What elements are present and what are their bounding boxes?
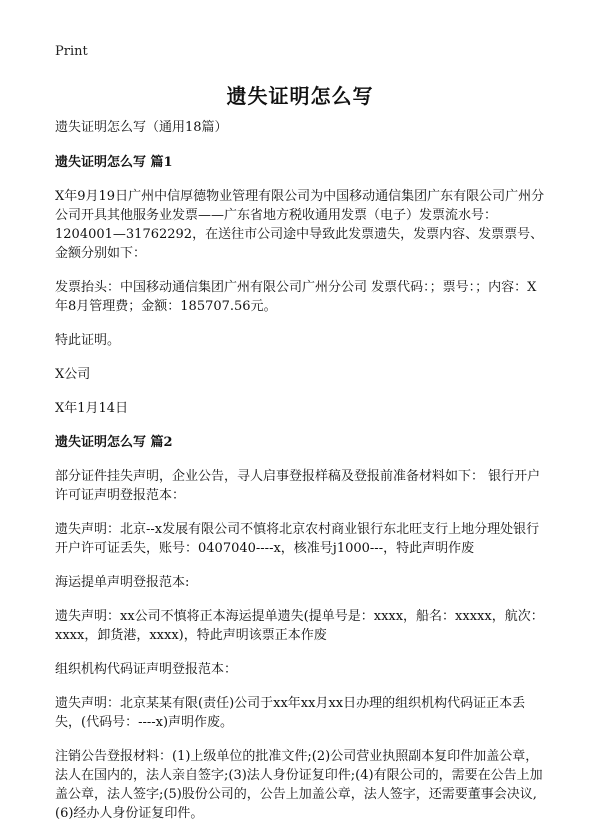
section-2-paragraph: 海运提单声明登报范本:: [55, 575, 190, 590]
section-2-paragraph: 注销公告登报材料：(1)上级单位的批准文件;(2)公司营业执照副本复印件加盖公章，法人在国内的，法人亲自签字;(3)法人身份证复印件;(4)有限公司的，需要在公告上加盖公章，法人签字;(5)股份公司的，公告上加盖公章，法人签字，还需要董事会决议,(6)经办人身份证复印件。: [55, 749, 543, 821]
section-2-paragraph: 遗失声明：北京--x发展有限公司不慎将北京农村商业银行东北旺支行上地分理处银行开户许可证丢失，账号：0407040----x，核准号j1000---，特此声明作废: [55, 522, 540, 556]
section-1-paragraph: X年9月19日广州中信厚德物业管理有限公司为中国移动通信集团广东有限公司广州分公司开具其他服务业发票——广东省地方税收通用发票（电子）发票流水号：1204001—31762292，在送往市公司途中导致此发票遗失，发票内容、发票票号、金额分别如下：: [55, 189, 545, 261]
section-2-paragraph: 部分证件挂失声明，企业公告，寻人启事登报样稿及登报前准备材料如下： 银行开户许可证声明登报范本：: [55, 469, 541, 503]
section-heading-1: 遗失证明怎么写 篇1: [55, 155, 173, 170]
section-2-paragraph: 组织机构代码证声明登报范本：: [55, 662, 238, 677]
document-subtitle: 遗失证明怎么写（通用18篇）: [55, 120, 228, 135]
section-1-paragraph: 特此证明。: [55, 333, 121, 348]
print-link[interactable]: Print: [55, 44, 88, 59]
page-title: 遗失证明怎么写: [226, 84, 374, 108]
section-heading-2: 遗失证明怎么写 篇2: [55, 435, 173, 450]
section-1-paragraph: X公司: [55, 367, 91, 382]
section-1-paragraph: X年1月14日: [55, 401, 129, 416]
section-1-paragraph: 发票抬头：中国移动通信集团广州有限公司广州分公司 发票代码：；票号：；内容：X年8月管理费；金额：185707.56元。: [55, 280, 537, 314]
section-2-paragraph: 遗失声明：xx公司不慎将正本海运提单遗失(提单号是：xxxx，船名：xxxxx，航次：xxxx，卸货港，xxxx)，特此声明该票正本作废: [55, 609, 544, 643]
section-2-paragraph: 遗失声明：北京某某有限(责任)公司于xx年xx月xx日办理的组织机构代码证正本丢失，(代码号：----x)声明作废。: [55, 696, 526, 730]
document-body: [55, 118, 545, 838]
